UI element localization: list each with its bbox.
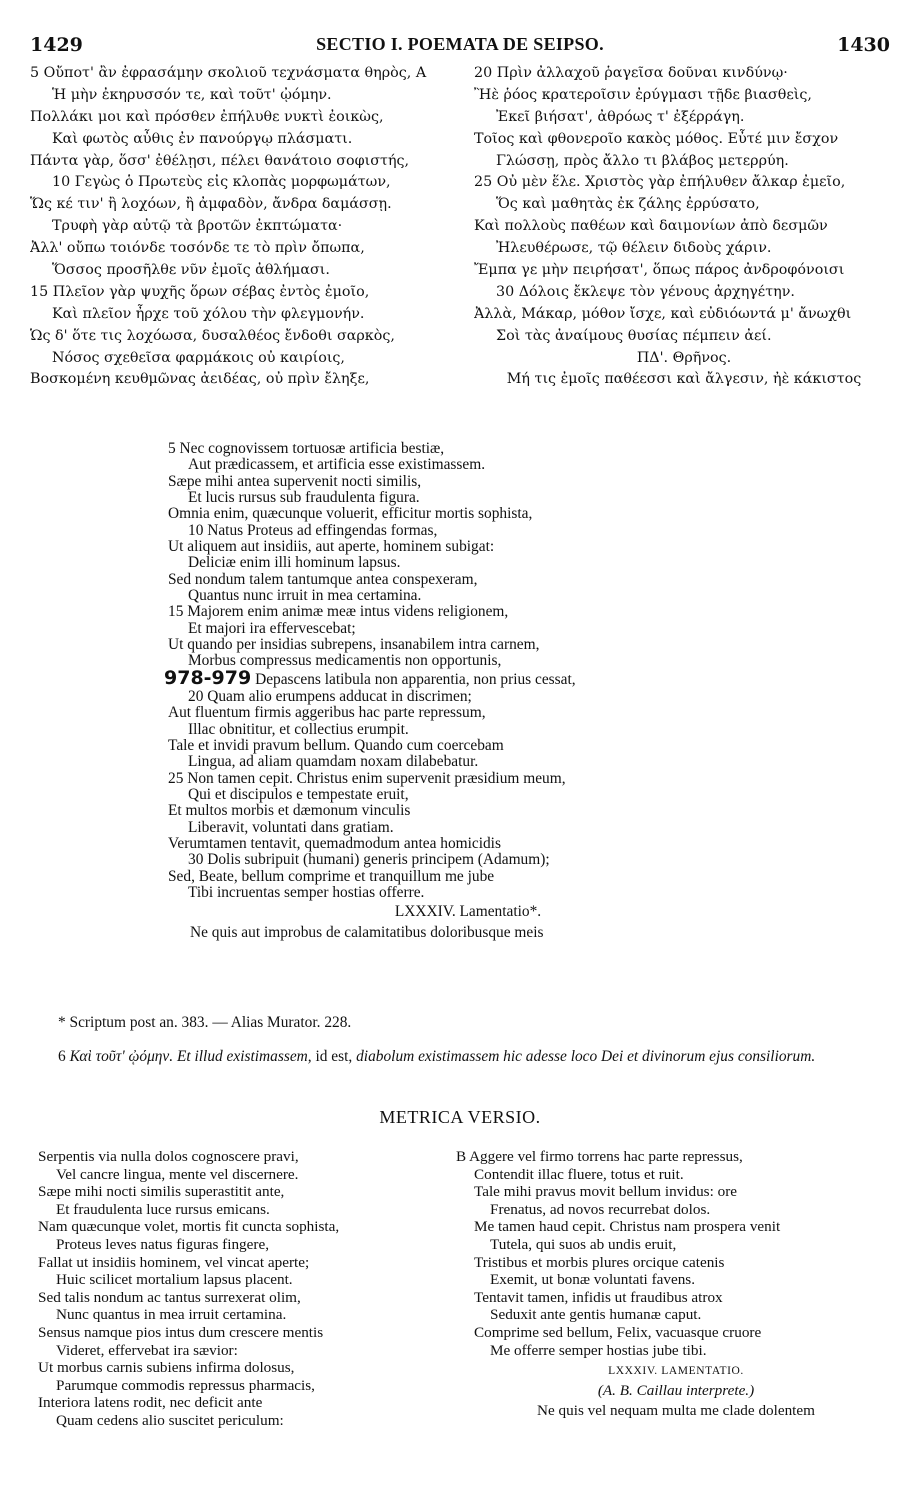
- latin-line: Ut aliquem aut insidiis, aut aperte, hominem subigat:: [168, 538, 495, 556]
- latin-line: Aut prædicassem, et artificia esse existimassem.: [188, 456, 486, 474]
- note-text: id est,: [315, 1048, 353, 1065]
- metrica-translator-credit: (A. B. Caillau interprete.): [597, 1382, 755, 1400]
- metrica-versio-title: METRICA VERSIO.: [379, 1107, 541, 1127]
- latin-line-with-margin: [164, 666, 728, 689]
- page-number-right: 1430: [837, 34, 890, 56]
- metrica-line: Nunc quantus in mea irruit certamina.: [56, 1306, 287, 1324]
- latin-line: Morbus compressus medicamentis non opportunis,: [188, 652, 502, 670]
- latin-line: Sæpe mihi antea supervenit nocti similis,: [168, 472, 422, 490]
- greek-section-heading: ΠΔ'. Θρῆνος.: [636, 349, 732, 366]
- greek-line: Καὶ φωτὸς αὖθις ἐν πανούργῳ πλάσματι.: [52, 130, 353, 147]
- metrica-line: Et fraudulenta luce rursus emicans.: [56, 1200, 270, 1218]
- column-number-marker: 978-979: [164, 666, 252, 689]
- greek-line: Μή τις ἐμοῖς παθέεσσι καὶ ἄλγεσιν, ἠὲ κάκιστος: [506, 371, 862, 388]
- metrica-line: Proteus leves natus figuras fingere,: [56, 1235, 269, 1253]
- metrica-line: Contendit illac fluere, totus et ruit.: [474, 1165, 684, 1183]
- greek-line: Τοῖος καὶ φθονεροῖο κακὸς μόθος. Εὖτέ μιν ἔσχον: [474, 130, 839, 147]
- latin-line: Verumtamen tentavit, quemadmodum antea homicidis: [168, 834, 501, 852]
- greek-line: Ἔμπα γε μὴν πειρήσατ', ὅπως πάρος ἀνδροφόνοισι: [474, 262, 845, 279]
- greek-line: Σοὶ τὰς ἀναίμους θυσίας πέμπειν ἀεί.: [496, 327, 772, 344]
- greek-line: Ἡ μὴν ἐκηρυσσόν τε, καὶ τοῦτ' ᾠόμην.: [52, 86, 332, 103]
- latin-line: 25 Non tamen cepit. Christus enim supervenit præsidium meum,: [168, 769, 566, 787]
- metrica-line: Nam quæcunque volet, mortis fit cuncta sophista,: [38, 1218, 340, 1236]
- metrica-line: Videret, effervebat ira sævior:: [56, 1341, 238, 1359]
- greek-line: Ἐκεῖ βιήσατ', ἀθρόως τ' ἐξέρράγη.: [496, 108, 745, 125]
- greek-line: Πάντα γὰρ, ὅσσ' ἐθέλῃσι, πέλει θανάτοιο σοφιστής,: [30, 152, 410, 169]
- commentary-note: [58, 1048, 898, 1066]
- greek-line: Γλώσσῃ, πρὸς ἄλλο τι βλάβος μετερρύη.: [496, 152, 789, 169]
- greek-column-right: [474, 63, 894, 391]
- greek-line: Ἀλλὰ, Μάκαρ, μόθον ἴσχε, καὶ εὐδιόωντά μ' ἄνωχθι: [474, 305, 852, 322]
- metrica-line: Huic scilicet mortalium lapsus placent.: [56, 1271, 293, 1289]
- greek-line: 20 Πρὶν ἀλλαχοῦ ῥαγεῖσα δοῦναι κινδύνῳ·: [474, 65, 788, 81]
- latin-line: Tibi incruentas semper hostias offerre.: [188, 883, 425, 901]
- latin-translation: [164, 440, 728, 941]
- metrica-line: Comprime sed bellum, Felix, vacuasque cruore: [474, 1323, 762, 1341]
- latin-line: 15 Majorem enim animæ meæ intus videns religionem,: [168, 603, 509, 621]
- latin-line: Deliciæ enim illi hominum lapsus.: [188, 554, 401, 572]
- latin-line: 30 Dolis subripuit (humani) generis principem (Adamum);: [188, 851, 550, 869]
- latin-line: 10 Natus Proteus ad effingendas formas,: [188, 521, 438, 539]
- greek-column-left: [30, 63, 470, 391]
- metrica-line: Frenatus, ad novos recurrebat dolos.: [490, 1200, 711, 1218]
- latin-line: Ne quis aut improbus de calamitatibus doloribusque meis: [190, 923, 544, 941]
- latin-line: Illac obnititur, et collectius erumpit.: [188, 720, 409, 738]
- greek-line: Καὶ πλεῖον ἦρχε τοῦ χόλου τὴν φλεγμονήν.: [52, 305, 365, 322]
- page-header: [30, 34, 890, 56]
- latin-section-heading: LXXXIV. Lamentatio*.: [394, 903, 542, 921]
- latin-line: Liberavit, voluntati dans gratiam.: [188, 818, 394, 836]
- running-title: SECTIO I. POEMATA DE SEIPSO.: [316, 34, 604, 54]
- latin-line: Ut quando per insidias subrepens, insanabilem intra carnem,: [168, 636, 540, 654]
- latin-line: Quantus nunc irruit in mea certamina.: [188, 587, 422, 605]
- metrica-line: Fallat ut insidiis hominem, vel vincat aperte;: [38, 1253, 310, 1271]
- metrica-line: Tristibus et morbis plures orcique catenis: [474, 1253, 725, 1271]
- metrica-line: Vel cancre lingua, mente vel discernere.: [56, 1165, 299, 1183]
- latin-line: 5 Nec cognovissem tortuosæ artificia bestiæ,: [168, 440, 445, 457]
- metrica-line: Serpentis via nulla dolos cognoscere pravi,: [38, 1148, 299, 1165]
- metrica-section-heading: LXXXIV. LAMENTATIO.: [608, 1365, 744, 1378]
- greek-line: Ἢὲ ῥόος κρατεροῖσιν ἐρύγμασι τῇδε βιασθεὶς,: [474, 86, 812, 103]
- metrica-line: Ne quis vel nequam multa me clade dolentem: [537, 1402, 815, 1420]
- metrica-line: Parumque commodis repressus pharmacis,: [56, 1376, 315, 1394]
- metrica-line: Tutela, qui suos ab undis eruit,: [490, 1235, 677, 1253]
- latin-line: Depascens latibula non apparentia, non prius cessat,: [255, 670, 576, 688]
- metrica-line: Seduxit ante gentis humanæ caput.: [490, 1306, 702, 1324]
- metrica-column-left: [38, 1148, 448, 1430]
- metrica-line: Exemit, ut bonæ voluntati favens.: [490, 1271, 696, 1289]
- greek-line: Βοσκομένη κευθμῶνας ἀειδέας, οὐ πρὶν ἔληξε,: [30, 371, 370, 388]
- metrica-line: Sæpe mihi nocti similis superastitit ante,: [38, 1183, 285, 1201]
- greek-line: 25 Οὐ μὲν ἕλε. Χριστὸς γὰρ ἐπήλυθεν ἄλκαρ ἐμεῖο,: [474, 174, 846, 191]
- metrica-line: Ut morbus carnis subiens infirma dolosus,: [38, 1359, 295, 1377]
- greek-line: 30 Δόλοις ἔκλεψε τὸν γένους ἀρχηγέτην.: [496, 283, 795, 300]
- note-latin-lemma: Et illud existimassem,: [176, 1048, 312, 1065]
- metrica-line: Quam cedens alio suscitet periculum:: [56, 1411, 284, 1429]
- note-italic-text: diabolum existimassem hic adesse loco Dei et divinorum ejus consiliorum.: [356, 1048, 816, 1065]
- greek-line: Ἠλευθέρωσε, τῷ θέλειν διδοὺς χάριν.: [496, 240, 772, 257]
- metrica-line: Sed talis nondum ac tantus surrexerat olim,: [38, 1288, 301, 1306]
- greek-line: Ὅς καὶ μαθητὰς ἐκ ζάλης ἐρρύσατο,: [496, 196, 760, 213]
- latin-line: Et majori ira effervescebat;: [188, 619, 356, 637]
- greek-line: Ὅσσος προσῆλθε νῦν ἐμοῖς ἀθλήμασι.: [52, 262, 330, 279]
- greek-line: 15 Πλεῖον γὰρ ψυχῆς ὅρων σέβας ἐντὸς ἐμοῖο,: [30, 283, 370, 300]
- greek-line: Ὥς κέ τιν' ἢ λοχόων, ἢ ἀμφαδὸν, ἄνδρα δαμάσσῃ.: [30, 196, 392, 213]
- greek-line: Τρυφὴ γὰρ αὐτῷ τὰ βροτῶν ἐκπτώματα·: [52, 218, 343, 235]
- latin-line: Omnia enim, quæcunque voluerit, efficitur mortis sophista,: [168, 505, 533, 523]
- greek-line: 5 Οὔποτ' ἂν ἐφρασάμην σκολιοῦ τεχνάσματα θηρὸς, A: [30, 65, 427, 81]
- note-greek-lemma: Καὶ τοῦτ' ᾠόμην.: [69, 1048, 174, 1065]
- latin-line: Et multos morbis et dæmonum vinculis: [168, 802, 411, 820]
- latin-line: Lingua, ad aliam quamdam noxam dilabebatur.: [188, 753, 479, 771]
- latin-line: Tale et invidi pravum bellum. Quando cum coercebam: [168, 736, 504, 754]
- greek-line: Πολλάκι μοι καὶ πρόσθεν ἐπήλυθε νυκτὶ ἐοικὼς,: [30, 108, 384, 125]
- metrica-line: B Aggere vel firmo torrens hac parte repressus,: [456, 1148, 743, 1165]
- metrica-line: Me tamen haud cepit. Christus nam prospera venit: [474, 1218, 781, 1236]
- greek-line: Καὶ πολλοὺς παθέων καὶ δαιμονίων ἀπὸ δεσμῶν: [474, 218, 828, 235]
- metrica-line: Tale mihi pravus movit bellum invidus: ore: [474, 1183, 737, 1201]
- metrica-line: Me offerre semper hostias jube tibi.: [490, 1341, 707, 1359]
- greek-line: Ὡς δ' ὅτε τις λοχόωσα, δυσαλθέος ἔνδοθι σαρκὸς,: [30, 327, 395, 344]
- latin-line: Qui et discipulos e tempestate eruit,: [188, 785, 409, 803]
- greek-line: 10 Γεγὼς ὁ Πρωτεὺς εἰς κλοπὰς μορφωμάτων,: [52, 174, 391, 191]
- latin-line: Aut fluentum firmis aggeribus hac parte repressum,: [168, 704, 486, 722]
- page-number-left: 1429: [30, 34, 83, 56]
- latin-line: Sed, Beate, bellum comprime et tranquillum me jube: [168, 867, 495, 885]
- latin-line: Et lucis rursus sub fraudulenta figura.: [188, 489, 420, 507]
- latin-line: Sed nondum talem tantumque antea conspexeram,: [168, 570, 478, 588]
- metrica-column-right: [456, 1148, 896, 1420]
- note-number: 6: [58, 1048, 66, 1065]
- metrica-line: Tentavit tamen, infidis ut fraudibus atrox: [474, 1288, 723, 1306]
- greek-line: Ἀλλ' οὔπω τοιόνδε τοσόνδε τε τὸ πρὶν ὄπωπα,: [30, 240, 365, 257]
- footnote: * Scriptum post an. 383. — Alias Murator. 228.: [58, 1014, 352, 1031]
- metrica-line: Interiora latens rodit, nec deficit ante: [38, 1394, 263, 1412]
- latin-line: 20 Quam alio erumpens adducat in discrimen;: [188, 687, 472, 705]
- metrica-line: Sensus namque pios intus dum crescere mentis: [38, 1323, 324, 1341]
- greek-line: Νόσος σχεθεῖσα φαρμάκοις οὐ καιρίοις,: [52, 349, 345, 366]
